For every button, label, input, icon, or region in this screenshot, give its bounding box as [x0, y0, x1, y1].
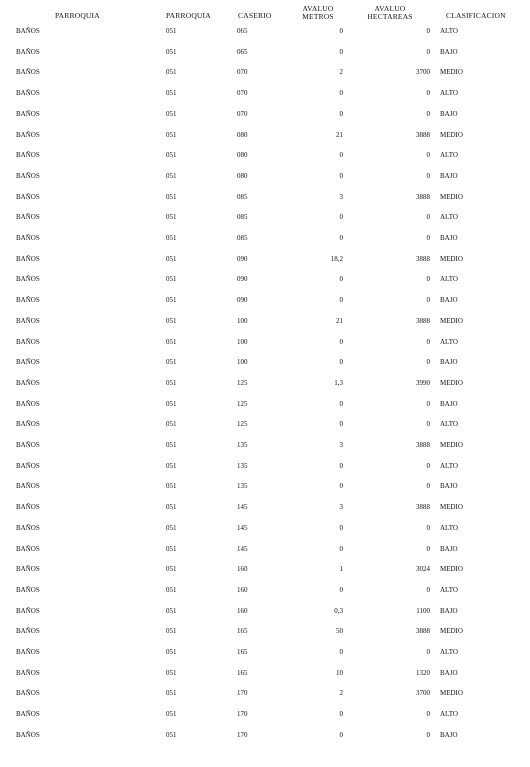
clasificacion-cell: BAJO — [440, 171, 458, 180]
codigo-cell: 051 — [166, 296, 177, 305]
avaluo-metros-cell: 10 — [336, 668, 343, 677]
avaluo-metros-cell: 0 — [339, 109, 343, 118]
clasificacion-cell: MEDIO — [440, 689, 463, 698]
codigo-cell: 051 — [166, 47, 177, 56]
avaluo-hectareas-cell: 3888 — [416, 192, 430, 201]
clasificacion-cell: MEDIO — [440, 441, 463, 449]
parroquia-cell: BAÑOS — [16, 234, 40, 242]
parroquia-cell: BAÑOS — [16, 710, 40, 719]
parroquia-cell: BAÑOS — [16, 213, 40, 222]
avaluo-metros-cell: 0 — [339, 461, 343, 470]
table-row — [0, 729, 530, 741]
avaluo-hectareas-cell: 3888 — [416, 441, 430, 449]
clasificacion-cell: BAJO — [440, 668, 458, 677]
table-row — [0, 356, 530, 368]
clasificacion-cell: MEDIO — [440, 68, 463, 77]
avaluo-hectareas-cell: 0 — [426, 420, 430, 429]
codigo-cell: 051 — [166, 565, 177, 574]
caserio-cell: 135 — [237, 461, 248, 470]
avaluo-hectareas-cell: 3990 — [416, 378, 430, 387]
codigo-cell: 051 — [166, 606, 177, 615]
caserio-cell: 165 — [237, 668, 248, 677]
header-avaluo-hectareas-line1: AVALUO — [374, 4, 406, 13]
avaluo-hectareas-cell: 3888 — [416, 503, 430, 512]
clasificacion-cell: BAJO — [440, 544, 458, 553]
table-row — [0, 46, 530, 58]
avaluo-metros-cell: 3 — [339, 441, 343, 449]
table-row — [0, 563, 530, 575]
codigo-cell: 051 — [166, 109, 177, 118]
header-avaluo-metros-line1: AVALUO — [302, 4, 334, 13]
codigo-cell: 051 — [166, 503, 177, 512]
avaluo-metros-cell: 3 — [339, 192, 343, 201]
avaluo-metros-cell: 21 — [336, 316, 343, 325]
parroquia-cell: BAÑOS — [16, 627, 40, 636]
codigo-cell: 051 — [166, 482, 177, 491]
caserio-cell: 170 — [237, 710, 248, 719]
parroquia-cell: BAÑOS — [16, 47, 40, 56]
avaluo-metros-cell: 1,3 — [334, 378, 343, 387]
avaluo-hectareas-cell: 0 — [426, 89, 430, 98]
codigo-cell: 051 — [166, 420, 177, 429]
table-row — [0, 129, 530, 141]
clasificacion-cell: BAJO — [440, 234, 458, 242]
avaluo-metros-cell: 3 — [339, 503, 343, 512]
parroquia-cell: BAÑOS — [16, 275, 40, 284]
caserio-cell: 090 — [237, 275, 248, 284]
avaluo-metros-cell: 2 — [339, 689, 343, 698]
header-clasificacion: CLASIFICACION — [446, 11, 506, 20]
avaluo-hectareas-cell: 1100 — [416, 606, 430, 615]
codigo-cell: 051 — [166, 585, 177, 594]
avaluo-metros-cell: 0 — [339, 399, 343, 408]
caserio-cell: 070 — [237, 89, 248, 98]
table-row — [0, 108, 530, 120]
header-parroquia-code: PARROQUIA — [166, 11, 211, 20]
clasificacion-cell: ALTO — [440, 213, 458, 222]
caserio-cell: 090 — [237, 296, 248, 305]
table-row — [0, 418, 530, 430]
parroquia-cell: BAÑOS — [16, 296, 40, 305]
table-row — [0, 253, 530, 265]
table-row — [0, 522, 530, 534]
caserio-cell: 145 — [237, 544, 248, 553]
codigo-cell: 051 — [166, 27, 177, 35]
parroquia-cell: BAÑOS — [16, 441, 40, 449]
caserio-cell: 170 — [237, 730, 248, 739]
avaluo-metros-cell: 2 — [339, 68, 343, 77]
caserio-cell: 160 — [237, 585, 248, 594]
clasificacion-cell: ALTO — [440, 710, 458, 719]
codigo-cell: 051 — [166, 689, 177, 698]
avaluo-metros-cell: 0 — [339, 420, 343, 429]
avaluo-metros-cell: 0 — [339, 47, 343, 56]
parroquia-cell: BAÑOS — [16, 565, 40, 574]
avaluo-metros-cell: 0 — [339, 710, 343, 719]
codigo-cell: 051 — [166, 461, 177, 470]
table-row — [0, 460, 530, 472]
avaluo-hectareas-cell: 0 — [426, 399, 430, 408]
caserio-cell: 065 — [237, 47, 248, 56]
codigo-cell: 051 — [166, 544, 177, 553]
table-row — [0, 501, 530, 513]
codigo-cell: 051 — [166, 730, 177, 739]
caserio-cell: 100 — [237, 337, 248, 346]
caserio-cell: 080 — [237, 171, 248, 180]
avaluo-hectareas-cell: 0 — [426, 482, 430, 491]
parroquia-cell: BAÑOS — [16, 109, 40, 118]
codigo-cell: 051 — [166, 275, 177, 284]
codigo-cell: 051 — [166, 523, 177, 532]
clasificacion-cell: ALTO — [440, 275, 458, 284]
avaluo-hectareas-cell: 0 — [426, 648, 430, 656]
caserio-cell: 065 — [237, 27, 248, 35]
clasificacion-cell: ALTO — [440, 461, 458, 470]
caserio-cell: 135 — [237, 482, 248, 491]
caserio-cell: 160 — [237, 565, 248, 574]
table-row — [0, 149, 530, 161]
codigo-cell: 051 — [166, 399, 177, 408]
clasificacion-cell: MEDIO — [440, 130, 463, 139]
avaluo-metros-cell: 0 — [339, 89, 343, 98]
table-row — [0, 667, 530, 679]
parroquia-cell: BAÑOS — [16, 399, 40, 408]
clasificacion-cell: BAJO — [440, 482, 458, 491]
caserio-cell: 100 — [237, 316, 248, 325]
parroquia-cell: BAÑOS — [16, 89, 40, 98]
avaluo-metros-cell: 0 — [339, 213, 343, 222]
table-row — [0, 543, 530, 555]
avaluo-hectareas-cell: 0 — [426, 275, 430, 284]
avaluo-metros-cell: 0 — [339, 296, 343, 305]
parroquia-cell: BAÑOS — [16, 316, 40, 325]
codigo-cell: 051 — [166, 254, 177, 263]
avaluo-hectareas-cell: 0 — [426, 585, 430, 594]
caserio-cell: 080 — [237, 130, 248, 139]
avaluo-metros-cell: 0 — [339, 482, 343, 491]
avaluo-hectareas-cell: 0 — [426, 213, 430, 222]
avaluo-hectareas-cell: 0 — [426, 109, 430, 118]
avaluo-metros-cell: 0 — [339, 523, 343, 532]
avaluo-hectareas-cell: 0 — [426, 234, 430, 242]
codigo-cell: 051 — [166, 668, 177, 677]
caserio-cell: 170 — [237, 689, 248, 698]
codigo-cell: 051 — [166, 234, 177, 242]
avaluo-hectareas-cell: 3888 — [416, 130, 430, 139]
table-row — [0, 87, 530, 99]
parroquia-cell: BAÑOS — [16, 503, 40, 512]
avaluo-hectareas-cell: 0 — [426, 523, 430, 532]
caserio-cell: 125 — [237, 378, 248, 387]
caserio-cell: 085 — [237, 213, 248, 222]
caserio-cell: 100 — [237, 358, 248, 367]
caserio-cell: 125 — [237, 399, 248, 408]
avaluo-hectareas-cell: 0 — [426, 544, 430, 553]
parroquia-cell: BAÑOS — [16, 461, 40, 470]
clasificacion-cell: MEDIO — [440, 254, 463, 263]
table-row — [0, 25, 530, 37]
clasificacion-cell: MEDIO — [440, 503, 463, 512]
parroquia-cell: BAÑOS — [16, 192, 40, 201]
clasificacion-cell: ALTO — [440, 337, 458, 346]
avaluo-metros-cell: 50 — [336, 627, 343, 636]
avaluo-hectareas-cell: 3700 — [416, 689, 430, 698]
clasificacion-cell: BAJO — [440, 399, 458, 408]
avaluo-hectareas-cell: 0 — [426, 730, 430, 739]
header-avaluo-metros-line2: METROS — [302, 12, 334, 21]
codigo-cell: 051 — [166, 130, 177, 139]
avaluo-metros-cell: 21 — [336, 130, 343, 139]
avaluo-hectareas-cell: 0 — [426, 337, 430, 346]
caserio-cell: 125 — [237, 420, 248, 429]
avaluo-hectareas-cell: 0 — [426, 461, 430, 470]
codigo-cell: 051 — [166, 648, 177, 656]
clasificacion-cell: ALTO — [440, 648, 458, 656]
table-row — [0, 191, 530, 203]
table-row — [0, 605, 530, 617]
parroquia-cell: BAÑOS — [16, 730, 40, 739]
table-row — [0, 377, 530, 389]
parroquia-cell: BAÑOS — [16, 254, 40, 263]
clasificacion-cell: MEDIO — [440, 627, 463, 636]
header-avaluo-metros — [296, 5, 340, 21]
avaluo-hectareas-cell: 0 — [426, 171, 430, 180]
table-row — [0, 273, 530, 285]
table-row — [0, 336, 530, 348]
parroquia-cell: BAÑOS — [16, 378, 40, 387]
avaluo-metros-cell: 0 — [339, 151, 343, 160]
clasificacion-cell: BAJO — [440, 358, 458, 367]
caserio-cell: 070 — [237, 68, 248, 77]
avaluo-hectareas-cell: 0 — [426, 296, 430, 305]
caserio-cell: 085 — [237, 192, 248, 201]
avaluo-hectareas-cell: 3888 — [416, 627, 430, 636]
table-row — [0, 439, 530, 451]
caserio-cell: 160 — [237, 606, 248, 615]
clasificacion-cell: MEDIO — [440, 316, 463, 325]
avaluo-metros-cell: 0,3 — [334, 606, 343, 615]
clasificacion-cell: ALTO — [440, 27, 458, 35]
clasificacion-cell: MEDIO — [440, 378, 463, 387]
avaluo-metros-cell: 1 — [339, 565, 343, 574]
caserio-cell: 145 — [237, 503, 248, 512]
clasificacion-cell: ALTO — [440, 89, 458, 98]
parroquia-cell: BAÑOS — [16, 606, 40, 615]
avaluo-hectareas-cell: 0 — [426, 47, 430, 56]
avaluo-metros-cell: 0 — [339, 544, 343, 553]
avaluo-metros-cell: 0 — [339, 234, 343, 242]
codigo-cell: 051 — [166, 213, 177, 222]
header-avaluo-hectareas-line2: HECTAREAS — [367, 12, 413, 21]
codigo-cell: 051 — [166, 68, 177, 77]
clasificacion-cell: BAJO — [440, 730, 458, 739]
parroquia-cell: BAÑOS — [16, 358, 40, 367]
codigo-cell: 051 — [166, 710, 177, 719]
clasificacion-cell: BAJO — [440, 109, 458, 118]
parroquia-cell: BAÑOS — [16, 544, 40, 553]
header-caserio: CASERIO — [238, 11, 272, 20]
avaluo-metros-cell: 18,2 — [330, 254, 343, 263]
table-row — [0, 584, 530, 596]
avaluo-metros-cell: 0 — [339, 585, 343, 594]
caserio-cell: 135 — [237, 441, 248, 449]
header-parroquia: PARROQUIA — [55, 11, 100, 20]
avaluo-metros-cell: 0 — [339, 275, 343, 284]
parroquia-cell: BAÑOS — [16, 523, 40, 532]
caserio-cell: 165 — [237, 627, 248, 636]
table-row — [0, 708, 530, 720]
parroquia-cell: BAÑOS — [16, 668, 40, 677]
avaluo-hectareas-cell: 0 — [426, 151, 430, 160]
caserio-cell: 085 — [237, 234, 248, 242]
caserio-cell: 080 — [237, 151, 248, 160]
codigo-cell: 051 — [166, 378, 177, 387]
table-row — [0, 170, 530, 182]
parroquia-cell: BAÑOS — [16, 585, 40, 594]
clasificacion-cell: MEDIO — [440, 192, 463, 201]
codigo-cell: 051 — [166, 171, 177, 180]
codigo-cell: 051 — [166, 316, 177, 325]
avaluo-hectareas-cell: 3888 — [416, 254, 430, 263]
avaluo-metros-cell: 0 — [339, 358, 343, 367]
clasificacion-cell: ALTO — [440, 523, 458, 532]
codigo-cell: 051 — [166, 627, 177, 636]
parroquia-cell: BAÑOS — [16, 420, 40, 429]
avaluo-hectareas-cell: 3024 — [416, 565, 430, 574]
avaluo-hectareas-cell: 3700 — [416, 68, 430, 77]
table-row — [0, 398, 530, 410]
caserio-cell: 145 — [237, 523, 248, 532]
parroquia-cell: BAÑOS — [16, 482, 40, 491]
caserio-cell: 165 — [237, 648, 248, 656]
codigo-cell: 051 — [166, 337, 177, 346]
caserio-cell: 070 — [237, 109, 248, 118]
avaluo-hectareas-cell: 3888 — [416, 316, 430, 325]
parroquia-cell: BAÑOS — [16, 68, 40, 77]
header-avaluo-hectareas — [363, 5, 417, 21]
avaluo-metros-cell: 0 — [339, 648, 343, 656]
codigo-cell: 051 — [166, 151, 177, 160]
avaluo-hectareas-cell: 1320 — [416, 668, 430, 677]
avaluo-hectareas-cell: 0 — [426, 358, 430, 367]
table-row — [0, 687, 530, 699]
parroquia-cell: BAÑOS — [16, 648, 40, 656]
codigo-cell: 051 — [166, 192, 177, 201]
table-row — [0, 294, 530, 306]
table-row — [0, 480, 530, 492]
clasificacion-cell: ALTO — [440, 420, 458, 429]
table-row — [0, 211, 530, 223]
avaluo-hectareas-cell: 0 — [426, 710, 430, 719]
avaluo-metros-cell: 0 — [339, 337, 343, 346]
table-row — [0, 315, 530, 327]
parroquia-cell: BAÑOS — [16, 130, 40, 139]
codigo-cell: 051 — [166, 89, 177, 98]
clasificacion-cell: ALTO — [440, 151, 458, 160]
clasificacion-cell: BAJO — [440, 296, 458, 305]
parroquia-cell: BAÑOS — [16, 689, 40, 698]
table-row — [0, 625, 530, 637]
clasificacion-cell: BAJO — [440, 47, 458, 56]
codigo-cell: 051 — [166, 441, 177, 449]
avaluo-metros-cell: 0 — [339, 730, 343, 739]
parroquia-cell: BAÑOS — [16, 151, 40, 160]
clasificacion-cell: MEDIO — [440, 565, 463, 574]
clasificacion-cell: ALTO — [440, 585, 458, 594]
avaluo-hectareas-cell: 0 — [426, 27, 430, 35]
codigo-cell: 051 — [166, 358, 177, 367]
caserio-cell: 090 — [237, 254, 248, 263]
parroquia-cell: BAÑOS — [16, 337, 40, 346]
clasificacion-cell: BAJO — [440, 606, 458, 615]
parroquia-cell: BAÑOS — [16, 27, 40, 35]
avaluo-metros-cell: 0 — [339, 171, 343, 180]
parroquia-cell: BAÑOS — [16, 171, 40, 180]
table-row — [0, 66, 530, 78]
table-row — [0, 646, 530, 658]
avaluo-metros-cell: 0 — [339, 27, 343, 35]
table-row — [0, 232, 530, 244]
